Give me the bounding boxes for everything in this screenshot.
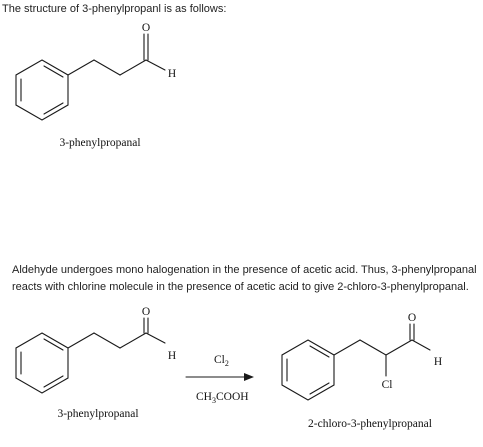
structure-name: 3-phenylpropanal: [59, 137, 141, 149]
explanation-line-1: Aldehyde undergoes mono halogenation in the presence of acetic acid. Thus, 3-phenylpropanal: [12, 264, 477, 276]
reaction-reactant: [16, 306, 176, 420]
product-name: 2-chloro-3-phenylpropanal: [308, 418, 432, 430]
chloropropanal-chain: [334, 324, 430, 376]
chlorine-label: Cl: [381, 379, 393, 391]
intro-text: The structure of 3-phenylpropanl is as follows:: [2, 3, 227, 15]
propanal-chain: [68, 34, 165, 75]
oxygen-label: O: [407, 312, 417, 324]
hydrogen-label: H: [433, 356, 443, 368]
reactant-name: 3-phenylpropanal: [57, 408, 139, 420]
benzene-ring: [16, 60, 68, 120]
propanal-chain: [68, 318, 165, 348]
reagent-acetic-acid: $CH_3COOH$: [196, 391, 249, 405]
oxygen-label: O: [141, 306, 151, 318]
reagent-chlorine: $Cl_2$: [214, 354, 229, 368]
structure-3-phenylpropanal: [16, 22, 176, 149]
benzene-ring: [282, 340, 334, 400]
benzene-ring: [16, 333, 68, 393]
explanation-line-2: reacts with chlorine molecule in the presence of acetic acid to give 2-chloro-3-phenylpropanal.: [12, 281, 469, 293]
hydrogen-label: H: [167, 350, 177, 362]
oxygen-label: O: [141, 22, 151, 34]
reaction-product: [282, 312, 442, 430]
reaction-arrow: [186, 373, 254, 381]
hydrogen-label: H: [167, 68, 177, 80]
